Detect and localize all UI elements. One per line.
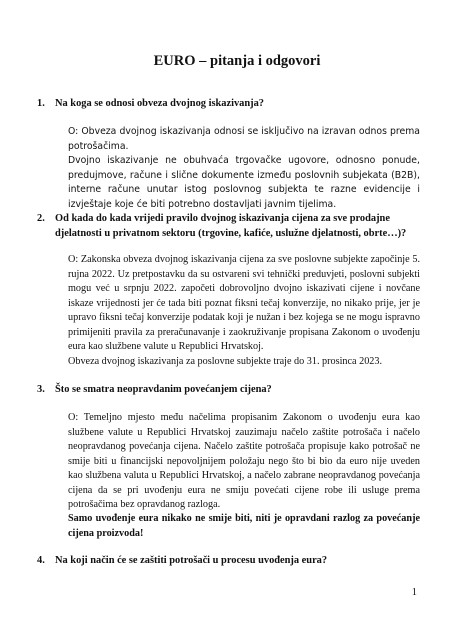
question-4-text: Na koji način će se zaštiti potrošači u procesu uvođenja eura? (55, 555, 328, 566)
question-2-heading (37, 212, 434, 241)
question-2-number: 2. (37, 213, 45, 224)
question-3-text: Što se smatra neopravdanim povećanjem cijena? (55, 384, 272, 395)
answer-3-emphasis: Samo uvođenje eura nikako ne smije biti, niti je opravdani razlog za povećanje cijena proizvoda! (68, 513, 420, 539)
question-4-heading (37, 554, 434, 569)
question-1-text: Na koga se odnosi obveza dvojnog iskazivanja? (55, 98, 264, 109)
answer-2-paragraph-2: Obveza dvojnog iskazivanja za poslovne subjekte traje do 31. prosinca 2023. (68, 356, 383, 367)
answer-1-paragraph-2: Dvojno iskazivanje ne obuhvaća trgovačke ugovore, odnosno ponude, predujmove, račune i slične dokumente između poslovnih subjekata (B2B), interne račune unutar istog poslovnog subjekta te razne evidencije i izvještaje koje će biti potrebno dostavljati javnim tijelima. (68, 155, 420, 210)
question-3-heading (37, 383, 434, 398)
question-3-number: 3. (37, 384, 45, 395)
question-1-heading (37, 97, 434, 112)
question-1-number: 1. (37, 98, 45, 109)
question-2-text: Od kada do kada vrijedi pravilo dvojnog iskazivanja cijena za sve prodajne djelatnosti u privatnom sektoru (trgovine, kafiće, uslužne djelatnosti, obrte…)? (55, 213, 407, 239)
answer-3-paragraph-1: O: Temeljno mjesto među načelima propisanim Zakonom o uvođenju eura kao službene valute u Republici Hrvatskoj zauzimaju načelo zaštite potrošača i načelo neopravdanog povećanja cijena. Načelo zaštite potrošača propisuje kako potrošač ne smije biti u financijski nepovoljnijem položaju nego što bi bio da euro nije uveden kao službena valuta u Republici Hrvatskoj, a načelo zabrane neopravdanog povećanja cijena da se pri uvođenju eura ne smiju povećati cijene robe ili usluge prema potrošačima bez opravdanog razloga. (68, 412, 420, 510)
page-number: 1 (411, 587, 417, 598)
question-4-number: 4. (37, 555, 45, 566)
answer-2-paragraph-1: O: Zakonska obveza dvojnog iskazivanja cijena za sve poslovne subjekte započinje 5. rujna 2022. Uz pretpostavku da su ostvareni svi tehnički preduvjeti, poslovni subjekti mogu već u srpnju 2022. započeti dobrovoljno dvojno iskazivati cijene i novčane iskaze vrijednosti jer će tada biti poznat fiksni tečaj konverzije, no nikako prije, jer je upravo fiksni tečaj konverzije podatak koji je nužan i bez kojega se ne mogu ispravno primijeniti pravila za preračunavanje i zaokruživanje propisana Zakonom o uvođenju eura kao službene valute u Republici Hrvatskoj. (68, 254, 420, 352)
answer-1-paragraph-1: O: Obveza dvojnog iskazivanja odnosi se isključivo na izravan odnos prema potrošačima. (68, 126, 420, 152)
page-title: EURO – pitanja i odgovori (153, 53, 321, 69)
